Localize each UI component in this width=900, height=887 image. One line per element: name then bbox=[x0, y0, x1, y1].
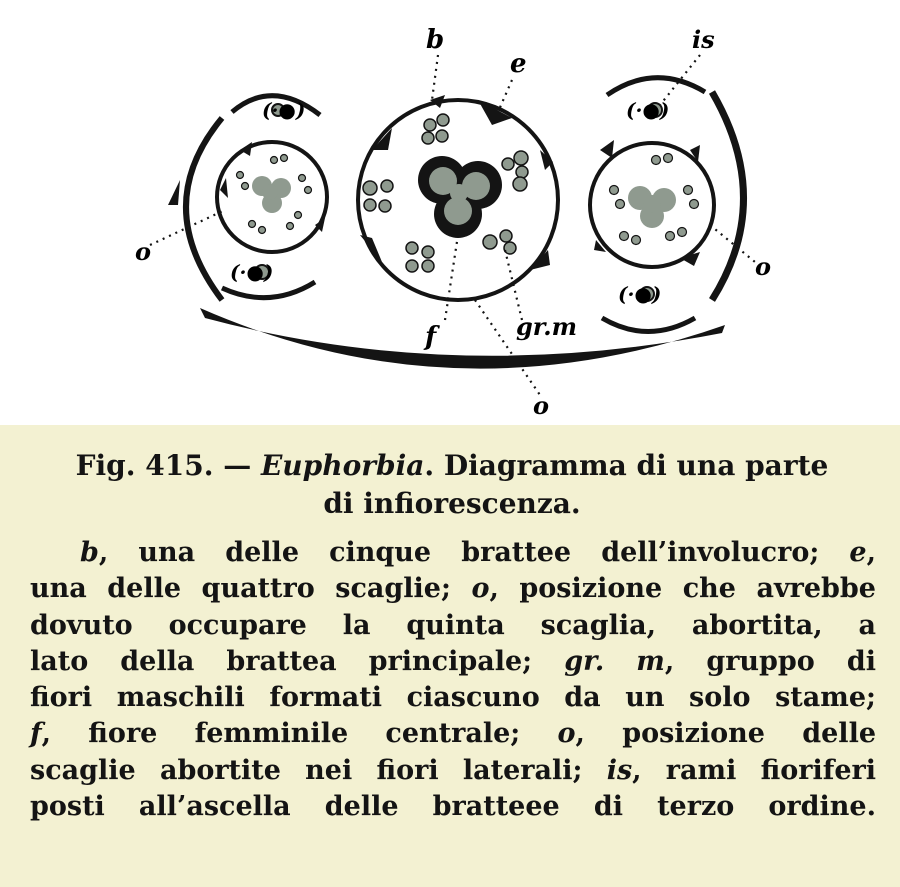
label-o-right: o bbox=[755, 252, 772, 281]
inflorescence-diagram bbox=[0, 0, 900, 425]
legend-key-b: b bbox=[80, 537, 99, 568]
female-flower-right bbox=[628, 186, 676, 228]
left-bottom-small-bract bbox=[222, 282, 315, 298]
legend-key-is: is bbox=[606, 754, 633, 786]
right-bottom-small-bract bbox=[602, 318, 695, 332]
paren-right-top: (·●) bbox=[626, 98, 670, 122]
caption-title-line-1 bbox=[30, 447, 874, 485]
label-is: is bbox=[692, 25, 715, 54]
legend-text: , gruppo di bbox=[664, 645, 877, 677]
legend-text: , una delle cinque brattee dell’involucro; bbox=[98, 537, 850, 568]
caption-panel bbox=[0, 425, 900, 887]
legend-text: , bbox=[866, 537, 876, 568]
legend-text: , rami fioriferi bbox=[632, 754, 876, 786]
figure-number: Fig. 415. — bbox=[75, 449, 261, 482]
legend-line-4 bbox=[30, 644, 876, 680]
legend-line-3: dovuto occupare la quinta scaglia, abortita, a bbox=[30, 609, 876, 641]
right-outer-bract bbox=[712, 92, 744, 300]
legend-key-o: o bbox=[557, 718, 576, 750]
legend-text: una delle quattro scaglie; bbox=[30, 573, 472, 605]
left-outer-bract-spike bbox=[168, 180, 180, 205]
legend-key-o: o bbox=[471, 573, 490, 605]
legend-text: scaglie abortite nei fiori laterali; bbox=[30, 754, 607, 786]
legend-line-6 bbox=[30, 716, 876, 752]
figure-panel bbox=[0, 0, 900, 425]
legend-line-5: fiori maschili formati ciascuno da un solo stame; bbox=[30, 682, 876, 714]
legend-line-2 bbox=[30, 571, 876, 607]
label-gr-m: gr.m bbox=[516, 312, 577, 341]
legend-line-7 bbox=[30, 753, 876, 789]
label-f: f bbox=[425, 322, 437, 352]
legend-text: , posizione che avrebbe bbox=[489, 573, 876, 605]
genus-name: Euphorbia bbox=[260, 449, 425, 482]
label-e: e bbox=[510, 49, 527, 79]
label-o-bottom: o bbox=[533, 391, 550, 420]
legend-line-8: posti all’ascella delle bratteee di terzo ordine. bbox=[30, 791, 876, 823]
paren-left-top: (·●) bbox=[262, 98, 306, 122]
paren-right-bottom: (·●) bbox=[618, 282, 662, 306]
legend-text: , fiore femminile centrale; bbox=[41, 718, 558, 750]
caption-title-rest: . Diagramma di una parte bbox=[424, 449, 829, 482]
figure-legend bbox=[30, 535, 876, 825]
legend-line-1 bbox=[30, 535, 876, 571]
figure-caption-title bbox=[30, 447, 874, 523]
label-b: b bbox=[426, 25, 445, 55]
legend-key-f: f bbox=[30, 718, 42, 750]
label-o-left: o bbox=[135, 237, 152, 266]
female-flower-central bbox=[418, 156, 502, 238]
paren-left-bottom: (·●) bbox=[230, 260, 274, 284]
female-flower-left bbox=[252, 176, 291, 213]
legend-text: lato della brattea principale; bbox=[30, 645, 565, 677]
legend-key-gr-m: gr. m bbox=[564, 645, 665, 677]
right-top-small-bract bbox=[607, 78, 705, 95]
caption-title-line-2: di infiorescenza. bbox=[323, 487, 581, 520]
legend-text: , posizione delle bbox=[575, 718, 876, 750]
legend-key-e: e bbox=[849, 537, 867, 568]
main-bract bbox=[200, 308, 725, 369]
